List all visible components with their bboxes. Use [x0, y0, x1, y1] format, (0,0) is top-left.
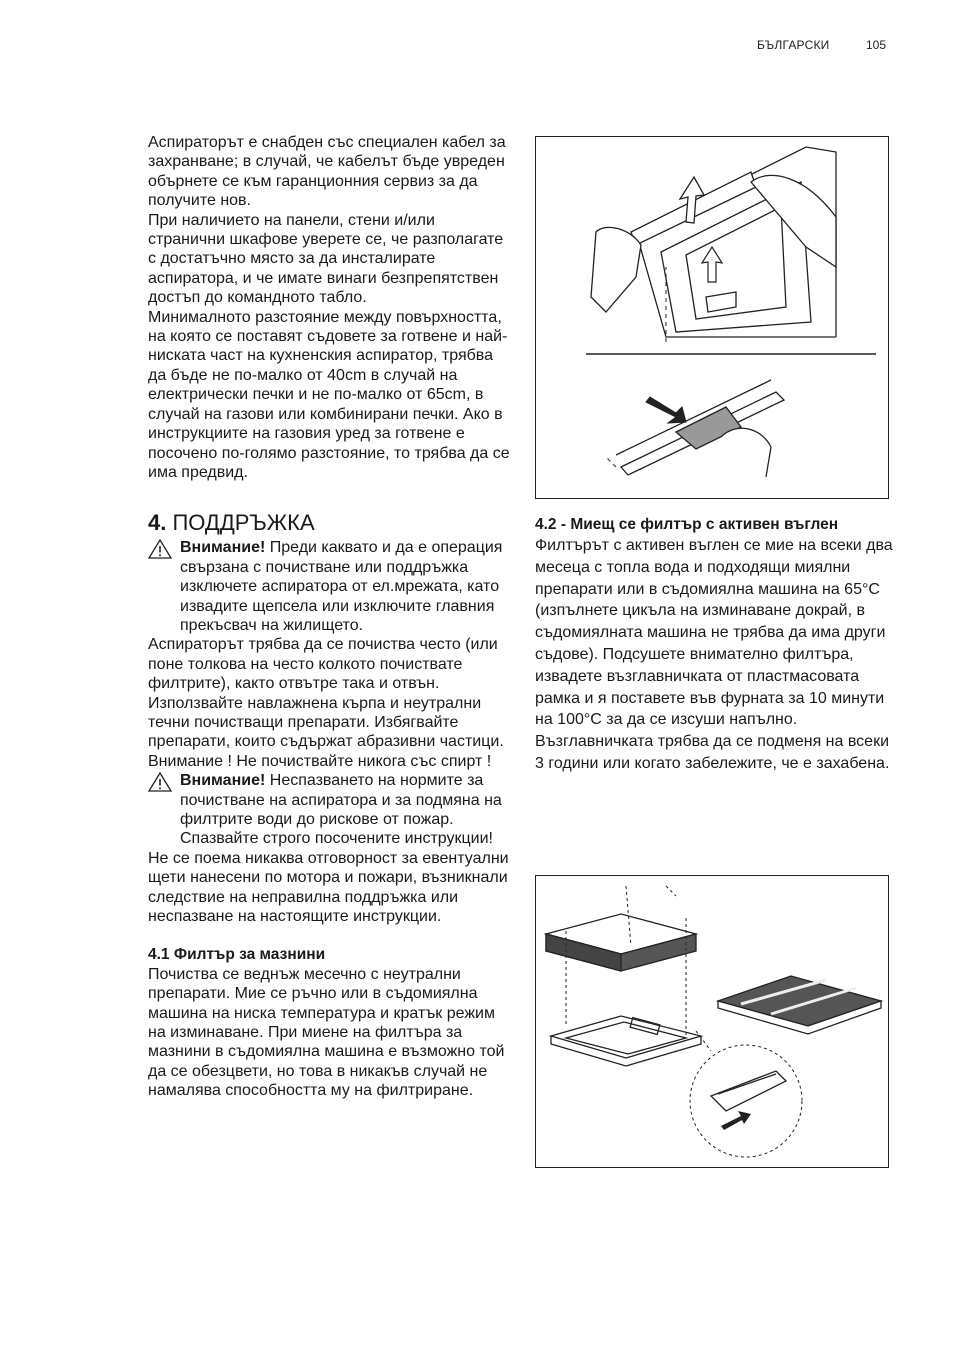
right-column [535, 514, 895, 775]
warning-label: Внимание! [180, 539, 266, 557]
subsection-42-text: Филтърът с активен въглен се мие на всеки два месеца с топла вода и подходящи миялни препарати или в съдомиялна машина на 65°C (изпълнете цикъла на изминаване докрай, в съдомиялната машина не трябва да има други съдове). Подсушете внимателно филтъра, извадете възглавничката от пластмасовата рамка и я поставете във фурната за 10 минути на 100°C за да се изсуши напълно. [535, 537, 893, 729]
warning-disconnect [148, 538, 513, 635]
subsection-41-text: Почиства се веднъж месечно с неутрални препарати. Мие се ръчно или в съдомиялна машина на ниска температура и кратък режим на изминаване. При миене на филтъра за мазнини в съдомиялна машина е възможно той да се обезцвети, но това в никакъв случай не намалява способността му на филтриране. [148, 965, 505, 1100]
liability-paragraph: Не се поема никаква отговорност за евентуални щети нанесени по мотора и пожари, възникнали следствие на неправилна поддръжка или неспазване на настоящите инструкции. [148, 849, 509, 926]
intro-paragraph-cable: Аспираторът е снабден със специален кабел за захранване; в случай, че кабелът бъде увреден обърнете се към гаранционния сервиз за да получите нов. [148, 134, 506, 210]
page-number: 105 [866, 38, 887, 52]
intro-paragraph-distance: Минималното разстояние между повърхността, на която се поставят съдовете за готвене и най-ниската част на кухненския аспиратор, трябва да бъде не по-малко от 40cm в случай на електрически печки и не по-малко от 65cm, в случай на газови или комбинирани печки. Ако в инструкциите на газовия уред за готвене е посочено по-голямо разстояние, то трябва да се има предвид. [148, 308, 510, 481]
arrow-up-icon [702, 247, 722, 282]
intro-paragraph-space: При наличието на панели, стени и/или странични шкафове уверете се, че разполагате с достатъчно място за да инсталирате аспиратора, и че имате винаги безпрепятствен достъп до командното табло. [148, 211, 504, 307]
subsection-41-title: 4.1 Филтър за мазнини [148, 946, 326, 964]
figure-grease-filter-removal [535, 136, 889, 499]
warning-label: Внимание! [180, 772, 266, 790]
warning-triangle-icon [148, 772, 172, 792]
cleaning-paragraph: Аспираторът трябва да се почиства често (или поне толкова на често колкото почиствате филтрите), както отвътре така и отвън. Използвайте навлажнена кърпа и неутрални течни почистващи препарати. Избягвайте препарати, които съдържат абразивни частици. Внимание ! Не почиствайте никога със спирт ! [148, 636, 504, 770]
section-title-text: ПОДДРЪЖКА [172, 510, 315, 536]
warning-fire-risk [148, 771, 513, 849]
header-language: БЪЛГАРСКИ [757, 38, 830, 52]
left-column [148, 133, 513, 1101]
carbon-filter-illustration [536, 876, 888, 1167]
subsection-42-replace: Възглавничката трябва да се подменя на всеки 3 години или когато забележите, че е захабена. [535, 733, 890, 772]
arrow-right-icon [646, 397, 686, 423]
arrow-right-icon [721, 1111, 751, 1130]
warning-triangle-icon [148, 539, 172, 559]
section-title [148, 510, 513, 536]
grease-filter-illustration [536, 137, 888, 498]
warning-text: Неспазването на нормите за почистване на аспиратора и за подмяна на филтрите води до рискове от пожар. Спазвайте строго посочените инструкции! [180, 772, 502, 848]
warning-text: Преди каквато и да е операция свързана с почистване или поддръжка изключете аспиратора от ел.мрежата, като извадите щепсела или изключите главния прекъсвач на жилището. [180, 539, 503, 634]
subsection-42-title: 4.2 - Миещ се филтър с активен въглен [535, 516, 839, 533]
section-number: 4. [148, 510, 167, 536]
figure-carbon-filter-pad [535, 875, 889, 1168]
